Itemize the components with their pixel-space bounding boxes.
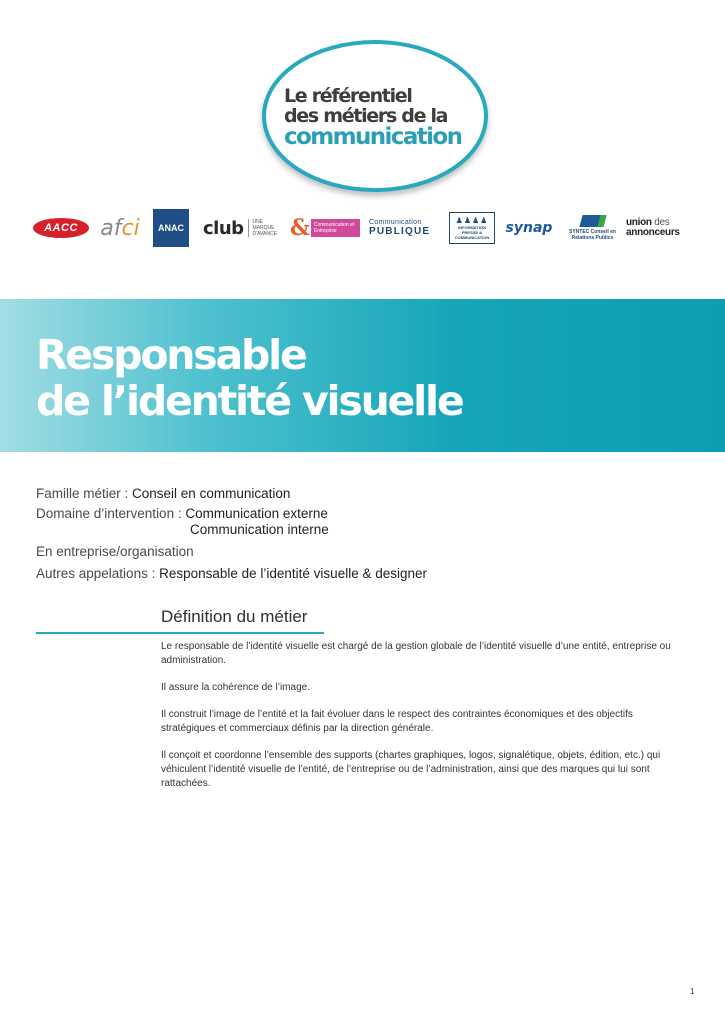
famille-label: Famille métier :: [36, 486, 133, 501]
entreprise-text: En entreprise/organisation: [36, 544, 194, 559]
syntec-text: SYNTEC Conseil en Relations Publics: [569, 229, 616, 241]
anac-text: ANAC: [158, 223, 184, 233]
logo-text: [284, 85, 484, 150]
ampersand-icon: &: [290, 215, 310, 241]
domaine-value-2: Communication interne: [190, 522, 329, 537]
definition-paragraph-4: Il conçoit et coordonne l’ensemble des supports (chartes graphiques, logos, signalétique, objets, édition, etc.) qui véhiculent l’identité visuelle de l’entité, de l’entreprise ou de l’administration, ainsi que des marques qui lui sont rattachées.: [161, 750, 661, 789]
cp-line-2: PUBLIQUE: [369, 226, 431, 237]
title-banner: [0, 299, 725, 452]
union-des-annonceurs-logo: [626, 213, 688, 243]
definition-title: Définition du métier: [161, 607, 308, 626]
famille-value: Conseil en communication: [132, 486, 291, 501]
anac-logo: [153, 209, 189, 247]
entreprise-row: [36, 542, 427, 561]
cp-line-1: Communication: [369, 219, 422, 226]
club-sub: UNE MARQUE D'AVANCE: [248, 219, 283, 237]
syntec-logo: [565, 209, 620, 247]
communication-entreprise-logo: [290, 211, 360, 245]
job-meta: [36, 484, 427, 583]
logo-line-1: Le référentiel: [284, 85, 412, 107]
logo-line-2: des métiers de la: [284, 105, 448, 127]
definition-divider: [36, 632, 324, 634]
people-icon: ♟♟♟♟: [455, 216, 489, 225]
ipc-text: INFORMATION PRESSE & COMMUNICATION: [454, 225, 490, 240]
syntec-flag-icon: [579, 215, 606, 227]
comm-ent-text: Communication et Entreprise: [311, 219, 360, 237]
synap-logo: [503, 217, 555, 239]
club-des-annonceurs-logo: [203, 211, 287, 245]
page-title: [36, 332, 462, 424]
autres-row: [36, 564, 427, 583]
aacc-text: AACC: [44, 222, 78, 234]
definition-paragraph-2: Il assure la cohérence de l’image.: [161, 682, 310, 693]
definition-paragraph-3: Il construit l’image de l’entité et la fait évoluer dans le respect des contraintes économiques et des objectifs stratégiques et commerciaux définis par la direction générale.: [161, 709, 633, 734]
domaine-row: [36, 506, 427, 522]
page-number: 1: [690, 987, 695, 996]
information-presse-communication-logo: [449, 212, 495, 244]
union-light: des: [651, 217, 670, 228]
autres-value: Responsable de l’identité visuelle & designer: [159, 566, 427, 581]
autres-label: Autres appelations :: [36, 566, 160, 581]
union-bold: union: [626, 217, 652, 228]
club-word: club: [203, 217, 244, 239]
domaine-row-2: [36, 522, 427, 538]
page-title-line-1: Responsable: [36, 331, 306, 379]
referentiel-logo: [262, 40, 488, 192]
page-title-line-2: de l’identité visuelle: [36, 377, 463, 425]
communication-publique-logo: [369, 213, 439, 243]
logo-line-3: communication: [284, 124, 462, 150]
definition-paragraph-1: Le responsable de l’identité visuelle est chargé de la gestion globale de l’identité visuelle d’une entité, entreprise ou administration.: [161, 641, 671, 666]
afci-suffix: ci: [121, 215, 140, 241]
afci-prefix: af: [100, 215, 122, 241]
aacc-logo: [33, 218, 89, 238]
union-line-2: annonceurs: [626, 227, 680, 238]
domaine-label: Domaine d’intervention :: [36, 506, 186, 521]
afci-logo: [96, 213, 144, 243]
definition-body: [161, 640, 671, 804]
domaine-value-1: Communication externe: [185, 506, 328, 521]
famille-row: [36, 484, 427, 503]
synap-text: synap: [505, 220, 553, 236]
partner-logos: [0, 205, 725, 250]
